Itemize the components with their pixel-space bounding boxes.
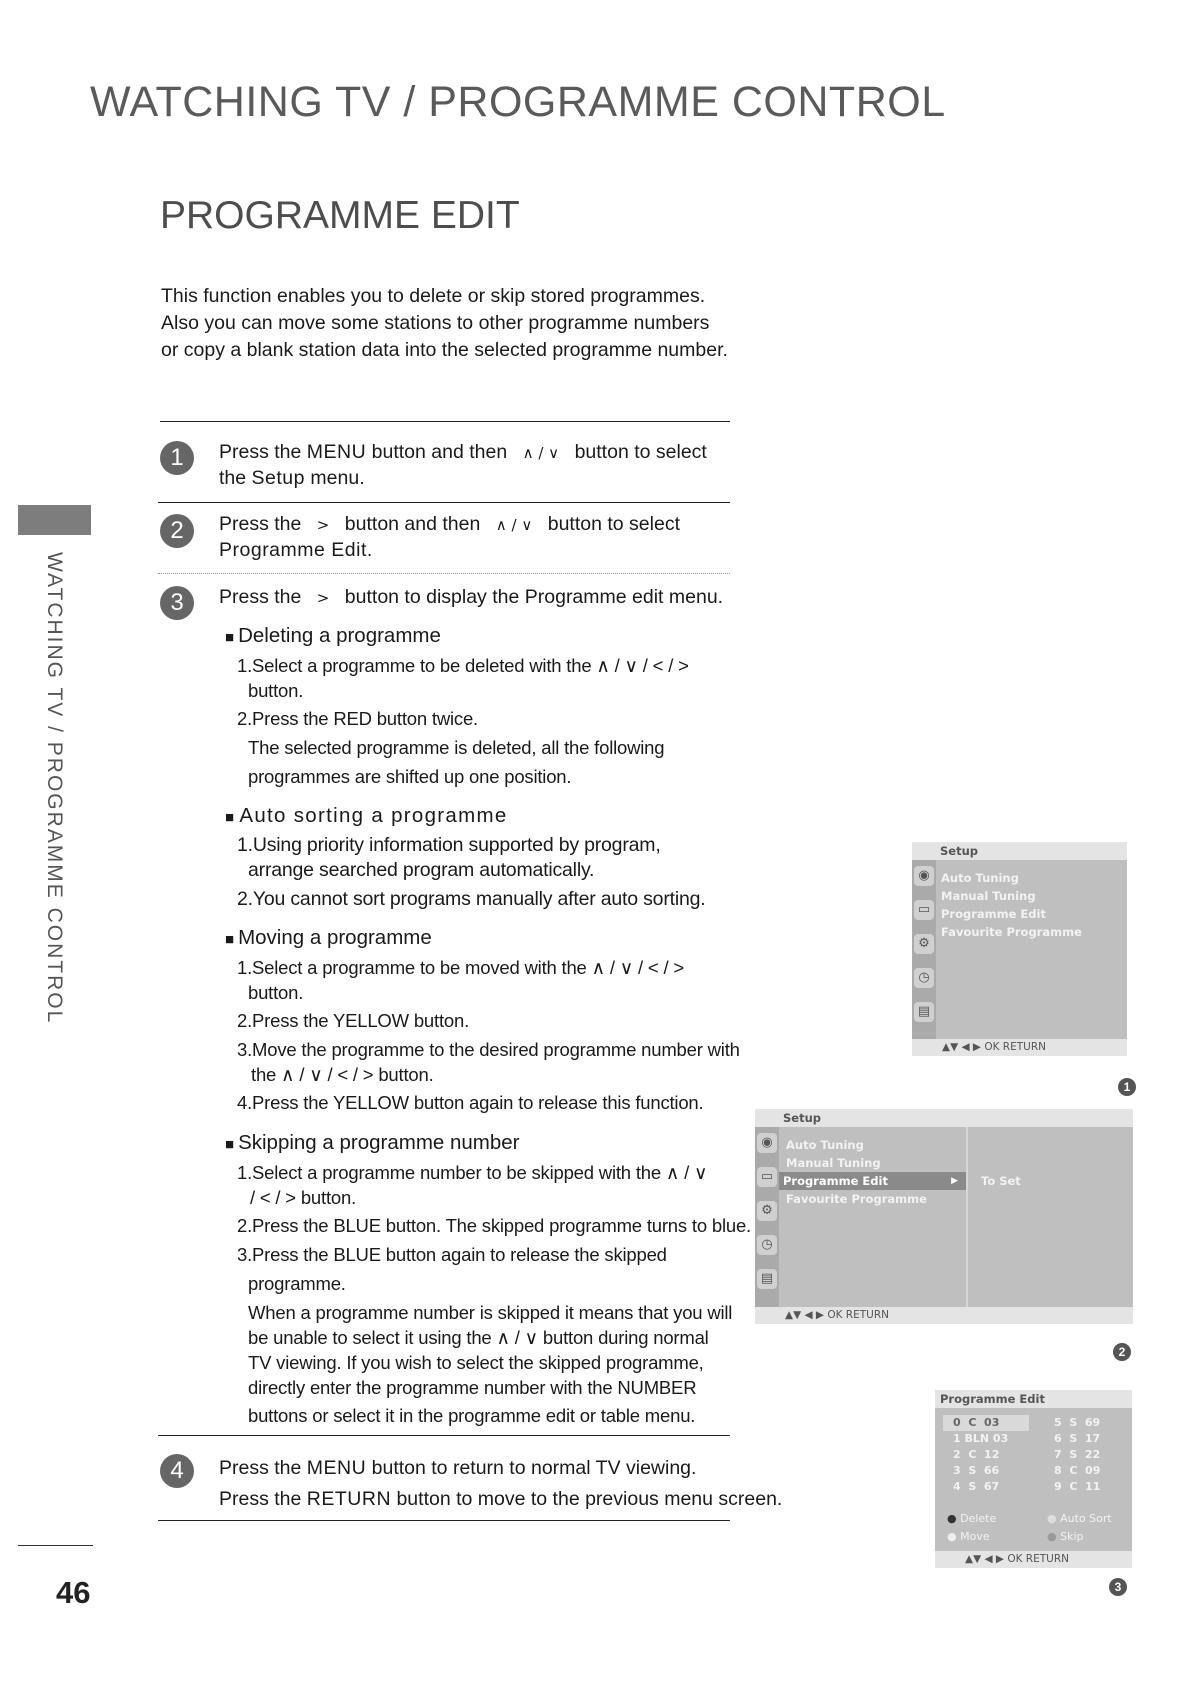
list-item: 2.Press the RED button twice. xyxy=(237,708,478,729)
list-item: The selected programme is deleted, all the following xyxy=(248,737,665,758)
legend-auto-sort: Auto Sort xyxy=(1060,1512,1112,1525)
list-item: / < / > button. xyxy=(250,1187,357,1208)
heading-text: Deleting a programme xyxy=(238,624,441,647)
osd-programme-edit xyxy=(935,1390,1132,1565)
list-item: 2.Press the YELLOW button. xyxy=(237,1010,470,1031)
settings-icon: ⚙ xyxy=(914,934,934,954)
clock-icon: ◷ xyxy=(757,1235,777,1255)
step-3-text xyxy=(219,585,723,611)
list-item: programmes are shifted up one position. xyxy=(248,766,572,787)
chevron-right-icon: ▶ xyxy=(951,1176,958,1186)
osd-menu-list xyxy=(936,860,1082,1039)
text: the xyxy=(219,467,252,489)
menu-item-manual-tuning[interactable]: Manual Tuning xyxy=(941,889,1036,903)
text: Press the xyxy=(219,586,307,608)
text: . xyxy=(366,539,373,561)
screen-icon: ▭ xyxy=(757,1167,777,1187)
section-heading-auto-sorting xyxy=(225,804,508,828)
programme-column-left xyxy=(943,1415,1039,1510)
right-arrow-icon: > xyxy=(316,516,330,534)
osd-setup-menu-selected xyxy=(755,1109,1133,1324)
menu-item-favourite-programme[interactable]: Favourite Programme xyxy=(786,1192,927,1206)
section-heading-moving xyxy=(225,926,432,950)
list-item: programme. xyxy=(248,1273,346,1294)
divider xyxy=(158,1520,730,1521)
heading-text: Auto sorting a programme xyxy=(239,804,508,827)
list-item: button. xyxy=(248,680,304,701)
screen-icon: ▭ xyxy=(914,900,934,920)
bullet-square-icon: ■ xyxy=(225,931,235,948)
text: button to move to the previous menu screen. xyxy=(391,1488,783,1510)
menu-keyword: MENU xyxy=(306,441,367,463)
lock-icon: ▤ xyxy=(914,1002,934,1022)
right-arrow-icon: > xyxy=(316,589,330,607)
list-item: When a programme number is skipped it means that you will xyxy=(248,1302,733,1323)
page-number: 46 xyxy=(56,1575,91,1610)
step-number-4: 4 xyxy=(160,1454,194,1488)
bullet-square-icon: ■ xyxy=(225,629,235,646)
programme-row[interactable]: 2 C 12 xyxy=(953,1448,1000,1461)
step-1-text xyxy=(219,440,707,491)
step-2-text xyxy=(219,512,680,563)
divider xyxy=(158,1435,730,1436)
osd-title: Setup xyxy=(755,1109,1133,1127)
list-item: 1.Select a programme number to be skipped with the ∧ / ∨ xyxy=(237,1162,708,1183)
to-set-label: To Set xyxy=(981,1174,1021,1188)
osd-setup-menu xyxy=(912,842,1127,1056)
list-item: 4.Press the YELLOW button again to release this function. xyxy=(237,1092,704,1113)
programme-table xyxy=(935,1408,1132,1510)
osd-menu-list xyxy=(779,1127,968,1307)
osd-footer-hints: ▲▼ ◀ ▶ OK RETURN xyxy=(755,1307,1133,1324)
yellow-dot-icon: ● xyxy=(947,1530,957,1543)
legend-move: Move xyxy=(960,1530,990,1543)
step-number-3: 3 xyxy=(160,586,194,620)
text: menu. xyxy=(305,467,365,489)
list-item: directly enter the programme number with the NUMBER xyxy=(248,1377,697,1398)
programme-edit-keyword: Programme Edit xyxy=(219,539,367,561)
list-item: 3.Move the programme to the desired programme number with xyxy=(237,1039,740,1060)
text: button to return to normal TV viewing. xyxy=(366,1457,697,1479)
text: button and then xyxy=(366,441,513,463)
text: Press the xyxy=(219,441,307,463)
legend-skip: Skip xyxy=(1060,1530,1084,1543)
text: Press the xyxy=(219,1457,307,1479)
page-header: WATCHING TV / PROGRAMME CONTROL xyxy=(90,78,946,126)
bullet-square-icon: ■ xyxy=(225,809,236,826)
programme-row[interactable]: 7 S 22 xyxy=(1054,1448,1101,1461)
menu-keyword: MENU xyxy=(306,1457,367,1479)
figure-badge-3: 3 xyxy=(1109,1578,1127,1596)
color-key-legend xyxy=(935,1510,1132,1546)
intro-line: This function enables you to delete or skip stored programmes. xyxy=(161,285,706,307)
text: Press the xyxy=(219,513,307,535)
programme-row[interactable]: 3 S 66 xyxy=(953,1464,1000,1477)
menu-item-auto-tuning[interactable]: Auto Tuning xyxy=(941,871,1019,885)
legend-delete: Delete xyxy=(960,1512,997,1525)
list-item: 3.Press the BLUE button again to release the skipped xyxy=(237,1244,667,1265)
osd-icon-column xyxy=(912,860,936,1039)
side-tab-marker xyxy=(18,505,91,535)
figure-badge-2: 2 xyxy=(1113,1343,1131,1361)
programme-row[interactable]: 4 S 67 xyxy=(953,1480,1000,1493)
divider xyxy=(158,573,730,574)
figure-badge-1: 1 xyxy=(1118,1078,1136,1096)
page-title: PROGRAMME EDIT xyxy=(160,194,520,237)
bullet-square-icon: ■ xyxy=(225,1136,235,1153)
text: button to select xyxy=(569,441,707,463)
list-item: buttons or select it in the programme edit or table menu. xyxy=(248,1405,696,1426)
clock-icon: ◷ xyxy=(914,968,934,988)
section-heading-deleting xyxy=(225,624,441,648)
list-item: the ∧ / ∨ / < / > button. xyxy=(251,1064,434,1085)
step-4-text xyxy=(219,1453,782,1515)
list-item: 1.Select a programme to be moved with the ∧ / ∨ / < / > xyxy=(237,957,684,978)
setup-keyword: Setup xyxy=(251,467,305,489)
programme-row[interactable]: 8 C 09 xyxy=(1054,1464,1101,1477)
osd-title: Programme Edit xyxy=(935,1390,1132,1408)
programme-column-right xyxy=(1039,1415,1100,1510)
text: button to display the Programme edit menu. xyxy=(339,586,724,608)
text: Press the xyxy=(219,1488,307,1510)
list-item: TV viewing. If you wish to select the skipped programme, xyxy=(248,1352,704,1373)
intro-line: or copy a blank station data into the selected programme number. xyxy=(161,339,728,361)
programme-row[interactable]: 9 C 11 xyxy=(1054,1480,1101,1493)
step-number-2: 2 xyxy=(160,514,194,548)
footer-rule xyxy=(18,1545,93,1546)
intro-line: Also you can move some stations to other programme numbers xyxy=(161,312,710,334)
osd-footer-hints: ▲▼ ◀ ▶ OK RETURN xyxy=(912,1039,1127,1056)
side-section-label: WATCHING TV / PROGRAMME CONTROL xyxy=(43,552,66,1025)
programme-row[interactable]: 6 S 17 xyxy=(1054,1432,1101,1445)
text: button to select xyxy=(542,513,680,535)
menu-item-label: Programme Edit xyxy=(783,1174,888,1188)
intro-paragraph xyxy=(161,283,728,364)
satellite-icon: ◉ xyxy=(757,1133,777,1153)
satellite-icon: ◉ xyxy=(914,866,934,886)
red-dot-icon: ● xyxy=(947,1512,957,1525)
menu-item-manual-tuning[interactable]: Manual Tuning xyxy=(786,1156,881,1170)
green-dot-icon: ● xyxy=(1047,1512,1057,1525)
blue-dot-icon: ● xyxy=(1047,1530,1057,1543)
list-item: 1.Select a programme to be deleted with the ∧ / ∨ / < / > xyxy=(237,655,689,676)
list-item: be unable to select it using the ∧ / ∨ button during normal xyxy=(248,1327,709,1348)
list-item: button. xyxy=(248,982,304,1003)
section-heading-skipping xyxy=(225,1131,520,1155)
lock-icon: ▤ xyxy=(757,1269,777,1289)
programme-row[interactable]: 5 S 69 xyxy=(1054,1416,1101,1429)
list-item: 2.Press the BLUE button. The skipped programme turns to blue. xyxy=(237,1215,751,1236)
step-number-1: 1 xyxy=(160,441,194,475)
osd-footer-hints: ▲▼ ◀ ▶ OK RETURN xyxy=(935,1551,1132,1568)
list-item: arrange searched program automatically. xyxy=(248,859,595,881)
programme-row-selected[interactable]: 0 C 03 xyxy=(943,1415,1029,1431)
osd-icon-column xyxy=(755,1127,779,1307)
programme-row[interactable]: 1 BLN 03 xyxy=(953,1432,1009,1445)
return-keyword: RETURN xyxy=(306,1488,392,1510)
osd-submenu-panel xyxy=(968,1127,1021,1307)
settings-icon: ⚙ xyxy=(757,1201,777,1221)
osd-title: Setup xyxy=(912,842,1127,860)
up-down-arrow-icon: ∧ / ∨ xyxy=(522,444,560,462)
list-item: 2.You cannot sort programs manually after auto sorting. xyxy=(237,888,706,910)
menu-item-favourite-programme[interactable]: Favourite Programme xyxy=(941,925,1082,939)
up-down-arrow-icon: ∧ / ∨ xyxy=(495,516,533,534)
divider xyxy=(158,502,730,503)
heading-text: Skipping a programme number xyxy=(238,1131,520,1154)
heading-text: Moving a programme xyxy=(238,926,432,949)
text: button and then xyxy=(339,513,486,535)
menu-item-auto-tuning[interactable]: Auto Tuning xyxy=(786,1138,864,1152)
list-item: 1.Using priority information supported by program, xyxy=(237,834,661,856)
divider xyxy=(160,421,730,422)
menu-item-programme-edit-selected[interactable] xyxy=(779,1172,966,1190)
menu-item-programme-edit[interactable]: Programme Edit xyxy=(941,907,1046,921)
